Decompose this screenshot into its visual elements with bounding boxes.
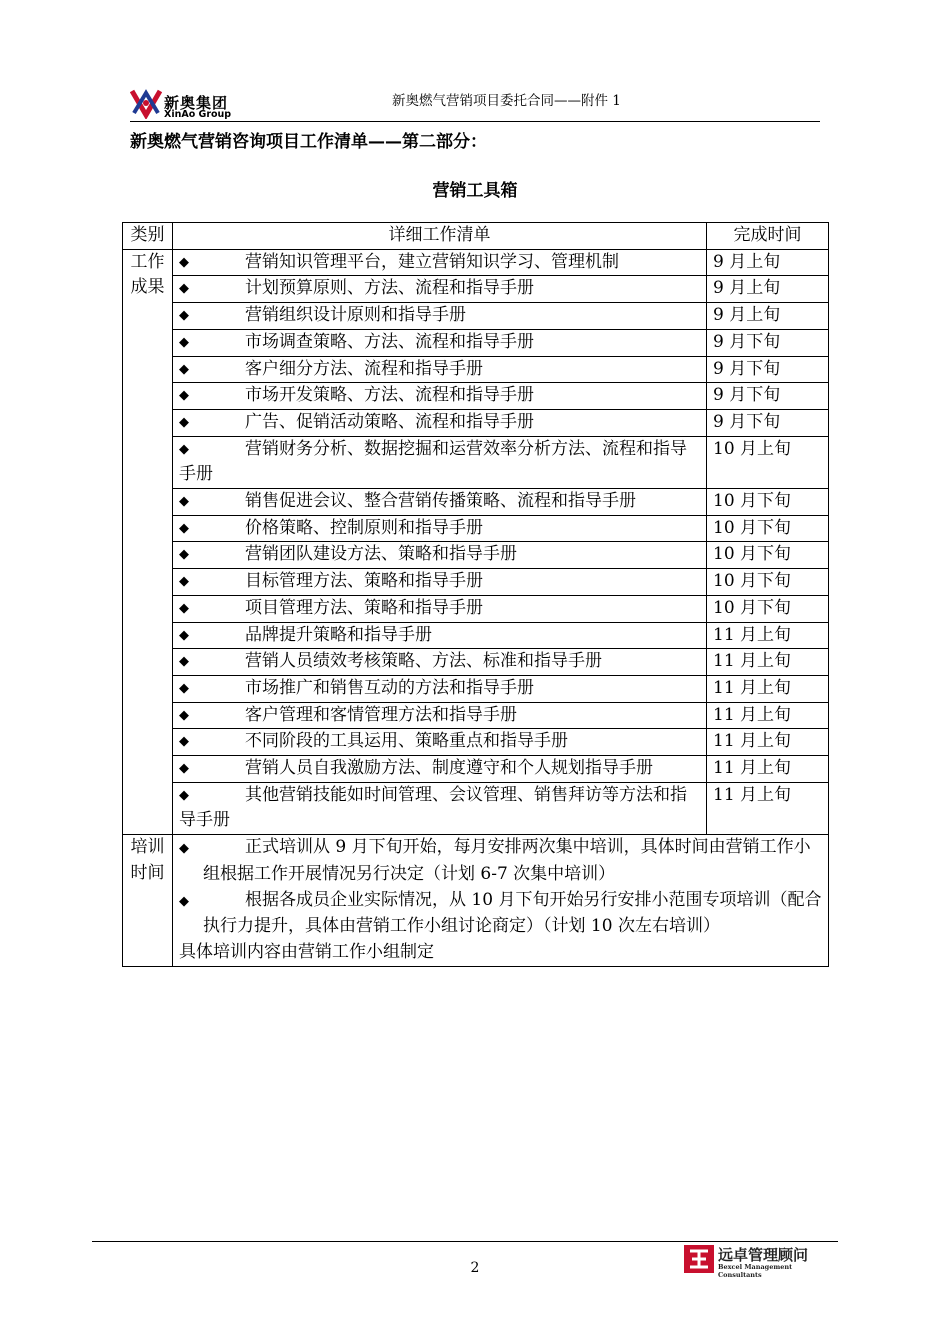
diamond-bullet-icon: ◆ xyxy=(179,414,189,430)
work-item-text: 市场推广和销售互动的方法和指导手册 xyxy=(245,677,534,698)
table-row xyxy=(123,489,829,516)
table-row xyxy=(123,622,829,649)
work-item-text: 销售促进会议、整合营销传播策略、流程和指导手册 xyxy=(245,491,636,512)
table-row xyxy=(123,569,829,596)
work-item-cell xyxy=(173,729,707,756)
training-row xyxy=(123,835,829,967)
diamond-bullet-icon: ◆ xyxy=(179,600,189,616)
logo-en-text: XinAo Group xyxy=(164,109,232,120)
diamond-bullet-icon: ◆ xyxy=(179,388,189,404)
work-item-text: 项目管理方法、策略和指导手册 xyxy=(245,597,483,618)
table-row xyxy=(123,729,829,756)
diamond-bullet-icon: ◆ xyxy=(179,281,189,297)
diamond-bullet-icon: ◆ xyxy=(179,520,189,536)
table-row xyxy=(123,436,829,488)
consultant-logo xyxy=(682,1244,822,1279)
table-row xyxy=(123,276,829,303)
table-header-row xyxy=(123,223,829,250)
diamond-bullet-icon: ◆ xyxy=(179,654,189,670)
xinao-logo xyxy=(130,87,250,119)
diamond-bullet-icon: ◆ xyxy=(179,361,189,377)
work-item-cell xyxy=(173,383,707,410)
work-item-text: 市场开发策略、方法、流程和指导手册 xyxy=(245,385,534,406)
work-item-text: 广告、促销活动策略、流程和指导手册 xyxy=(245,411,534,432)
completion-time: 10 月下旬 xyxy=(707,515,829,542)
work-item-cell xyxy=(173,276,707,303)
table-row xyxy=(123,675,829,702)
completion-time: 11 月上旬 xyxy=(707,729,829,756)
completion-time: 11 月上旬 xyxy=(707,756,829,783)
section-title: 营销工具箱 xyxy=(432,181,518,201)
training-item xyxy=(179,888,822,940)
work-item-cell xyxy=(173,702,707,729)
document-title: 新奥燃气营销咨询项目工作清单——第二部分： xyxy=(130,132,487,152)
category-work-results: 工作成果 xyxy=(123,249,173,834)
diamond-bullet-icon: ◆ xyxy=(179,308,189,324)
training-item xyxy=(179,835,822,887)
work-item-text: 品牌提升策略和指导手册 xyxy=(245,624,432,645)
xinao-logo-mark-icon xyxy=(130,87,162,119)
work-item-cell xyxy=(173,249,707,276)
consultant-logo-en: Bexcel Management Consultants xyxy=(718,1263,793,1279)
header-category: 类别 xyxy=(123,223,173,250)
work-item-text: 其他营销技能如时间管理、会议管理、销售拜访等方法和指导手册 xyxy=(179,784,687,831)
logo-cn-text: 新奥集团 xyxy=(164,94,229,112)
completion-time: 9 月上旬 xyxy=(707,303,829,330)
table-row xyxy=(123,356,829,383)
consultant-logo-mark-icon xyxy=(684,1245,714,1273)
diamond-bullet-icon: ◆ xyxy=(179,841,189,857)
completion-time: 9 月下旬 xyxy=(707,383,829,410)
table-row xyxy=(123,383,829,410)
work-item-cell xyxy=(173,489,707,516)
work-item-cell xyxy=(173,356,707,383)
diamond-bullet-icon: ◆ xyxy=(179,627,189,643)
diamond-bullet-icon: ◆ xyxy=(179,734,189,750)
work-item-text: 不同阶段的工具运用、策略重点和指导手册 xyxy=(245,731,568,752)
diamond-bullet-icon: ◆ xyxy=(179,547,189,563)
diamond-bullet-icon: ◆ xyxy=(179,254,189,270)
work-item-text: 价格策略、控制原则和指导手册 xyxy=(245,517,483,538)
completion-time: 10 月下旬 xyxy=(707,569,829,596)
work-item-text: 客户管理和客情管理方法和指导手册 xyxy=(245,704,517,725)
diamond-bullet-icon: ◆ xyxy=(179,787,189,803)
category-training-time: 培训时间 xyxy=(123,835,173,967)
work-item-cell xyxy=(173,782,707,834)
completion-time: 10 月上旬 xyxy=(707,436,829,488)
diamond-bullet-icon: ◆ xyxy=(179,761,189,777)
work-item-cell xyxy=(173,622,707,649)
diamond-bullet-icon: ◆ xyxy=(179,441,189,457)
table-row xyxy=(123,702,829,729)
table-row xyxy=(123,303,829,330)
completion-time: 10 月下旬 xyxy=(707,595,829,622)
completion-time: 10 月下旬 xyxy=(707,489,829,516)
completion-time: 11 月上旬 xyxy=(707,782,829,834)
work-item-cell xyxy=(173,436,707,488)
training-note: 具体培训内容由营销工作小组制定 xyxy=(179,941,434,962)
training-item-text: 正式培训从 9 月下旬开始，每月安排两次集中培训，具体时间由营销工作小组根据工作开展情况另行决定（计划 6-7 次集中培训） xyxy=(203,837,811,884)
training-item-text: 根据各成员企业实际情况，从 10 月下旬开始另行安排小范围专项培训（配合执行力提升，具体由营销工作小组讨论商定）（计划 10 次左右培训） xyxy=(203,889,822,937)
table-row xyxy=(123,756,829,783)
completion-time: 11 月上旬 xyxy=(707,622,829,649)
table-row xyxy=(123,515,829,542)
table-row xyxy=(123,595,829,622)
work-item-text: 营销组织设计原则和指导手册 xyxy=(245,305,466,326)
work-item-text: 营销团队建设方法、策略和指导手册 xyxy=(245,544,517,565)
work-item-text: 营销知识管理平台，建立营销知识学习、管理机制 xyxy=(245,251,619,272)
work-item-text: 营销人员自我激励方法、制度遵守和个人规划指导手册 xyxy=(245,758,653,779)
table-row xyxy=(123,542,829,569)
footer-rule xyxy=(92,1241,838,1242)
header-detail: 详细工作清单 xyxy=(173,223,707,250)
work-item-cell xyxy=(173,756,707,783)
table-row xyxy=(123,249,829,276)
page-number: 2 xyxy=(470,1260,480,1276)
work-item-cell xyxy=(173,515,707,542)
consultant-logo-cn: 远卓管理顾问 xyxy=(718,1246,809,1264)
work-item-cell xyxy=(173,595,707,622)
diamond-bullet-icon: ◆ xyxy=(179,574,189,590)
work-item-text: 目标管理方法、策略和指导手册 xyxy=(245,571,483,592)
work-item-cell xyxy=(173,542,707,569)
table-row xyxy=(123,329,829,356)
completion-time: 11 月上旬 xyxy=(707,675,829,702)
table-row xyxy=(123,649,829,676)
work-item-cell xyxy=(173,649,707,676)
diamond-bullet-icon: ◆ xyxy=(179,707,189,723)
completion-time: 10 月下旬 xyxy=(707,542,829,569)
completion-time: 9 月下旬 xyxy=(707,329,829,356)
completion-time: 9 月上旬 xyxy=(707,249,829,276)
completion-time: 9 月下旬 xyxy=(707,356,829,383)
page-header xyxy=(130,85,820,122)
header-time: 完成时间 xyxy=(707,223,829,250)
work-item-text: 营销财务分析、数据挖掘和运营效率分析方法、流程和指导手册 xyxy=(179,438,687,485)
work-list-table xyxy=(122,222,829,967)
work-item-text: 计划预算原则、方法、流程和指导手册 xyxy=(245,278,534,299)
work-item-text: 市场调查策略、方法、流程和指导手册 xyxy=(245,331,534,352)
diamond-bullet-icon: ◆ xyxy=(179,680,189,696)
completion-time: 11 月上旬 xyxy=(707,702,829,729)
training-detail-cell xyxy=(173,835,829,967)
work-item-cell xyxy=(173,329,707,356)
diamond-bullet-icon: ◆ xyxy=(179,494,189,510)
diamond-bullet-icon: ◆ xyxy=(179,334,189,350)
work-item-text: 客户细分方法、流程和指导手册 xyxy=(245,358,483,379)
work-item-cell xyxy=(173,409,707,436)
completion-time: 9 月下旬 xyxy=(707,409,829,436)
diamond-bullet-icon: ◆ xyxy=(179,893,189,909)
work-item-cell xyxy=(173,569,707,596)
work-item-cell xyxy=(173,303,707,330)
completion-time: 9 月上旬 xyxy=(707,276,829,303)
table-row xyxy=(123,782,829,834)
completion-time: 11 月上旬 xyxy=(707,649,829,676)
header-title: 新奥燃气营销项目委托合同——附件 1 xyxy=(392,93,621,109)
work-item-text: 营销人员绩效考核策略、方法、标准和指导手册 xyxy=(245,651,602,672)
work-item-cell xyxy=(173,675,707,702)
table-row xyxy=(123,409,829,436)
